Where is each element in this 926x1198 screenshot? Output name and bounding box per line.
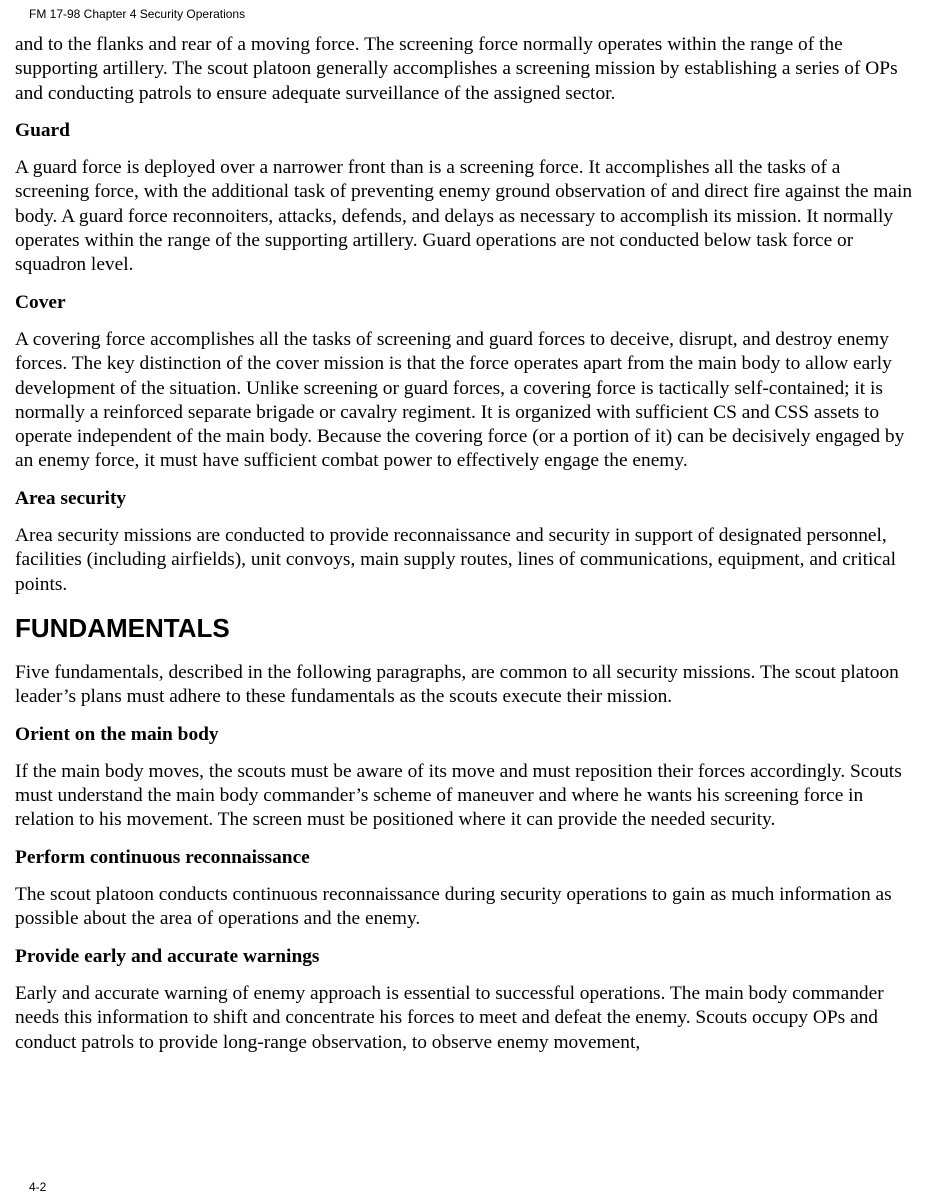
intro-continuation-paragraph: and to the flanks and rear of a moving force. The screening force normally operates within the range of the supporting artillery. The scout platoon generally accomplishes a screening mission by establishing a series of OPs and conducting patrols to ensure adequate surveillance of the assigned sector. [15, 34, 898, 104]
guard-heading: Guard [15, 119, 70, 141]
orient-paragraph: If the main body moves, the scouts must be aware of its move and must reposition their forces accordingly. Scouts must understand the main body commander’s scheme of maneuver and where he wants his screening force in relation to his movement. The screen must be positioned where it can provide the needed security. [15, 760, 902, 831]
recon-paragraph: The scout platoon conducts continuous reconnaissance during security operations to gain as much information as possible about the area of operations and the enemy. [15, 884, 892, 930]
warnings-heading: Provide early and accurate warnings [15, 945, 320, 967]
orient-heading: Orient on the main body [15, 723, 219, 745]
area-security-heading: Area security [15, 487, 127, 509]
running-header: FM 17-98 Chapter 4 Security Operations [29, 7, 246, 21]
cover-paragraph: A covering force accomplishes all the tasks of screening and guard forces to deceive, disrupt, and destroy enemy forces. The key distinction of the cover mission is that the force operates apart from the main body to allow early development of the situation. Unlike screening or guard forces, a covering force is tactically self-contained; it is normally a reinforced separate brigade or cavalry regiment. It is organized with sufficient CS and CSS assets to operate independent of the main body. Because the covering force (or a portion of it) can be decisively engaged by an enemy force, it must have sufficient combat power to effectively engage the enemy. [15, 328, 905, 472]
document-body [15, 33, 915, 1055]
area-security-paragraph: Area security missions are conducted to provide reconnaissance and security in support of designated personnel, facilities (including airfields), unit convoys, main supply routes, lines of communications, equipment, and critical points. [15, 525, 896, 595]
fundamentals-heading: FUNDAMENTALS [15, 612, 230, 643]
guard-paragraph: A guard force is deployed over a narrower front than is a screening force. It accomplishes all the tasks of a screening force, with the additional task of preventing enemy ground observation of and direct fire against the main body. A guard force reconnoiters, attacks, defends, and delays as necessary to accomplish its mission. It normally operates within the range of the supporting artillery. Guard operations are not conducted below task force or squadron level. [15, 157, 913, 276]
page-number: 4-2 [29, 1180, 47, 1194]
fundamentals-intro-paragraph: Five fundamentals, described in the following paragraphs, are common to all security missions. The scout platoon leader’s plans must adhere to these fundamentals as the scouts execute their mission. [15, 661, 899, 708]
warnings-paragraph: Early and accurate warning of enemy approach is essential to successful operations. The main body commander needs this information to shift and concentrate his forces to meet and defeat the enemy. Scouts occupy OPs and conduct patrols to provide long-range observation, to observe enemy movement, [15, 982, 884, 1053]
recon-heading: Perform continuous reconnaissance [15, 846, 310, 868]
cover-heading: Cover [15, 291, 66, 313]
